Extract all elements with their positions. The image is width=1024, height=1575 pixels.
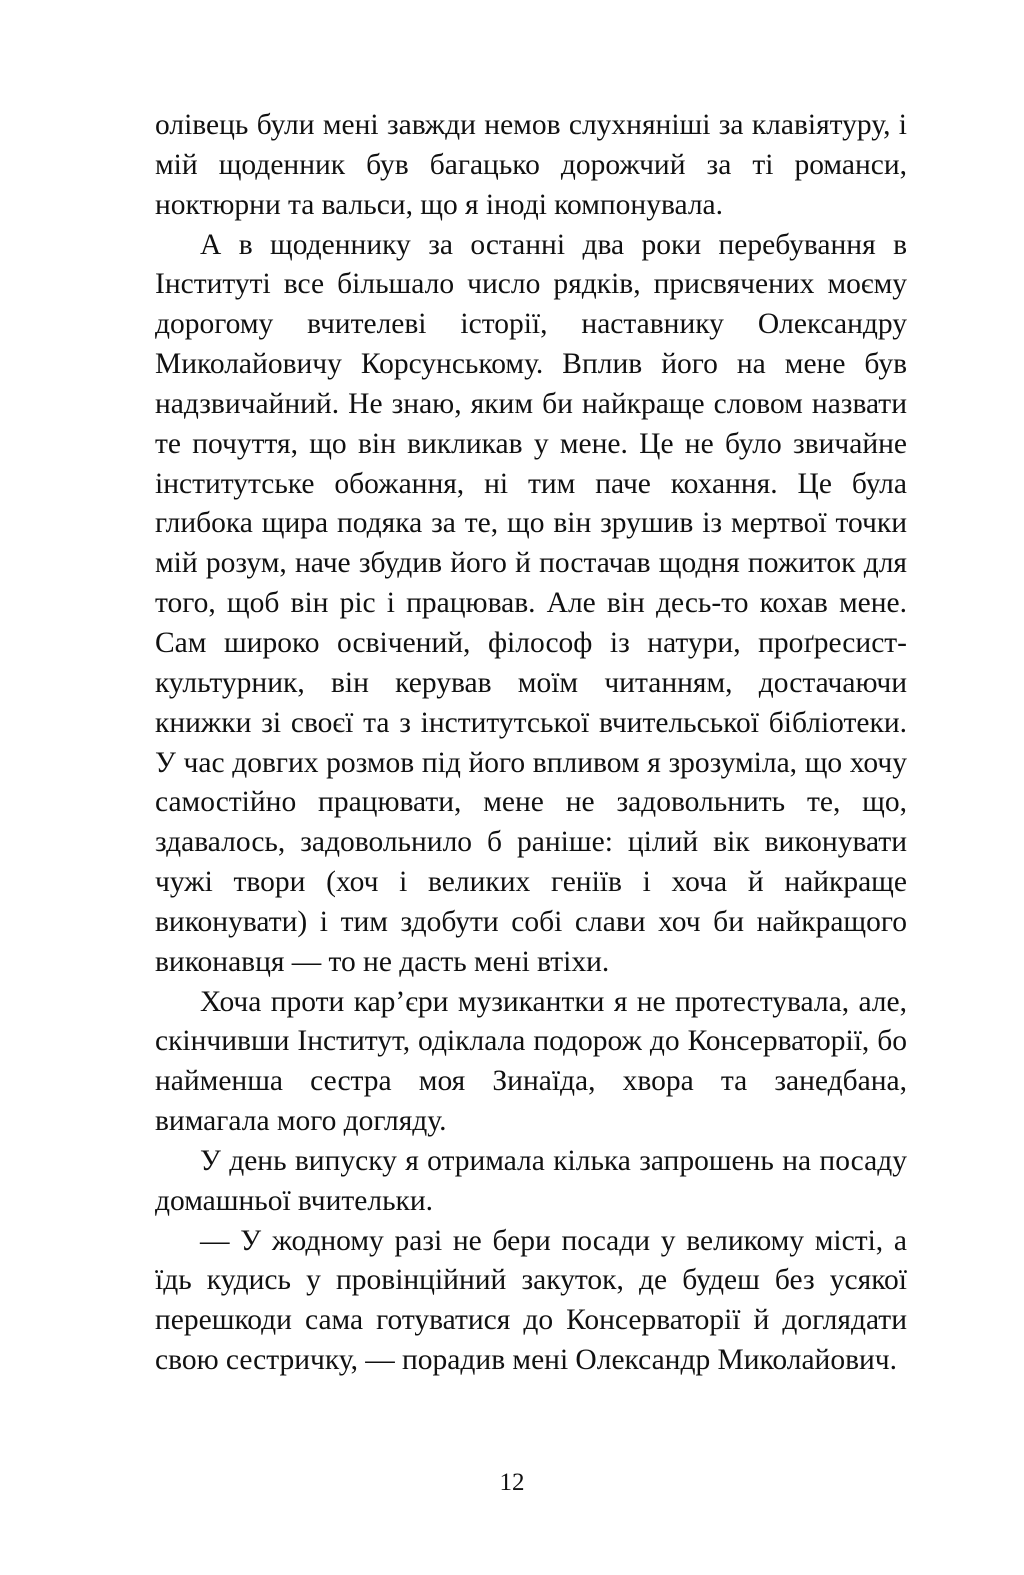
paragraph-dialogue: — У жодному разі не бери посади у великому місті, а їдь кудись у провінційний закуток, де будеш без усякої перешкоди сама готуватися до Консерваторії й доглядати свою сестричку, — порадив мені Олександр Миколайович. — [155, 1224, 907, 1377]
paragraph-career: Хоча проти кар’єри музикантки я не протестувала, але, скінчивши Інститут, одіклала подорож до Консерваторії, бо найменша сестра моя Зинаїда, хвора та занедбана, вимагала мого догляду. — [155, 985, 907, 1138]
paragraph-continuation: олівець були мені завжди немов слухняніші за клавіятуру, і мій щоденник був багацько дорожчий за ті романси, ноктюрни та вальси, що я іноді компонувала. — [155, 109, 907, 221]
page-number: 12 — [499, 1469, 525, 1496]
text-column — [155, 106, 907, 1381]
paragraph-graduation: У день випуску я отримала кілька запрошень на посаду домашньої вчительки. — [155, 1144, 907, 1217]
paragraph-diary: А в щоденнику за останні два роки перебування в Інституті все більшало число рядків, присвячених моєму дорогому вчителеві історії, наставнику Олександру Миколайовичу Корсунському. Вплив його на мене був надзвичайний. Не знаю, яким би найкраще словом назвати те почуття, що він викликав у мене. Це не було звичайне інститутське обожання, ні тим паче кохання. Це була глибока щира подяка за те, що він зрушив із мертвої точки мій розум, наче збудив його й постачав щодня пожиток для того, щоб він ріс і працював. Але він десь-то кохав мене. Сам широко освічений, філософ із натури, проґресист-культурник, він керував моїм читанням, достачаючи книжки зі своєї та з інститутської вчительської бібліотеки. У час довгих розмов під його впливом я зрозуміла, що хочу самостійно працювати, мене не задовольнить те, що, здавалось, задовольнило б раніше: цілий вік виконувати чужі твори (хоч і великих геніїв і хоча й найкраще виконувати) і тим здобути собі слави хоч би найкращого виконавця — то не дасть мені втіхи. — [155, 228, 907, 978]
